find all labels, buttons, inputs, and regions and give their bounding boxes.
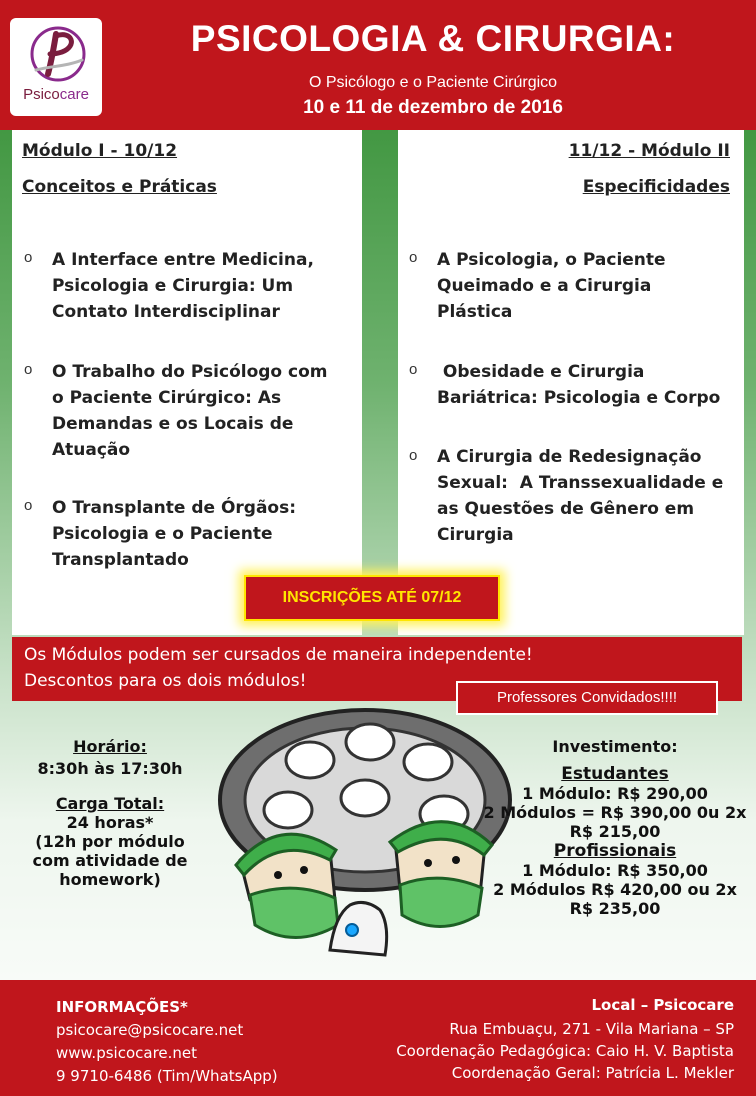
price-line: 1 Módulo: R$ 290,00 <box>522 784 708 803</box>
topic-bullet: o <box>24 249 33 266</box>
topic-bullet: o <box>409 447 418 464</box>
workload-label: Carga Total: <box>55 794 165 813</box>
price-line: R$ 235,00 <box>569 899 661 918</box>
workload-line: homework) <box>59 870 161 889</box>
module-1-topic-1: A Interface entre Medicina, Psicologia e Cirurgia: Um Contato Interdisciplinar <box>52 250 314 322</box>
module-2-topic-1: A Psicologia, o Paciente Queimado e a Cirurgia Plástica <box>437 250 666 322</box>
workload-line: (12h por módulo <box>35 832 185 851</box>
contact-phone: 9 9710-6486 (Tim/WhatsApp) <box>56 1067 278 1085</box>
module-2-subheading: Especificidades <box>582 177 730 197</box>
workload-line: 24 horas* <box>66 813 154 832</box>
topic-bullet: o <box>409 249 418 266</box>
logo-p-icon <box>28 24 88 84</box>
general-coordination: Coordenação Geral: Patrícia L. Mekler <box>451 1064 734 1082</box>
topic-bullet: o <box>24 497 33 514</box>
venue-label: Local – Psicocare <box>591 996 734 1014</box>
price-line: 2 Módulos R$ 420,00 ou 2x <box>493 880 737 899</box>
topic-bullet: o <box>24 361 33 378</box>
workload-line: com atividade de <box>32 851 188 870</box>
schedule-value: 8:30h às 17:30h <box>37 759 183 778</box>
notice-line-2: Descontos para os dois módulos! <box>24 671 307 691</box>
investment-label: Investimento: <box>552 737 678 756</box>
schedule-label: Horário: <box>73 737 147 756</box>
price-line: R$ 215,00 <box>569 822 661 841</box>
module-1-topic-2: O Trabalho do Psicólogo com o Paciente Cirúrgico: As Demandas e os Locais de Atuação <box>52 362 328 460</box>
website-link[interactable]: www.psicocare.net <box>56 1044 198 1062</box>
investment-block <box>470 737 756 918</box>
registration-deadline-badge: INSCRIÇÕES ATÉ 07/12 <box>244 575 500 621</box>
event-dates: 10 e 11 de dezembro de 2016 <box>303 97 563 118</box>
module-1-subheading: Conceitos e Práticas <box>22 177 217 197</box>
topic-bullet: o <box>409 361 418 378</box>
notice-line-1: Os Módulos podem ser cursados de maneira independente! <box>24 645 533 665</box>
page-title: PSICOLOGIA & CIRURGIA: <box>190 18 676 59</box>
module-1-topic-3: O Transplante de Órgãos: Psicologia e o Paciente Transplantado <box>52 498 297 570</box>
professionals-label: Profissionais <box>553 841 677 861</box>
module-2-topic-3: A Cirurgia de Redesignação Sexual: A Transsexualidade e as Questões de Gênero em Cirurgia <box>437 447 724 545</box>
info-label: INFORMAÇÕES* <box>56 998 188 1016</box>
price-line: 2 Módulos = R$ 390,00 0u 2x <box>483 803 747 822</box>
venue-address: Rua Embuaçu, 271 - Vila Mariana – SP <box>449 1020 734 1038</box>
guest-professors-badge: Professores Convidados!!!! <box>456 681 718 715</box>
schedule-block <box>20 737 200 889</box>
students-label: Estudantes <box>561 764 669 784</box>
surgeon-left-icon <box>236 834 338 937</box>
page-subtitle: O Psicólogo e o Paciente Cirúrgico <box>308 74 558 91</box>
module-2-topic-2: Obesidade e Cirurgia Bariátrica: Psicologia e Corpo <box>437 362 721 408</box>
price-line: 1 Módulo: R$ 350,00 <box>522 861 708 880</box>
module-1-heading: Módulo I - 10/12 <box>22 141 178 161</box>
contact-email-link[interactable]: psicocare@psicocare.net <box>56 1021 244 1039</box>
logo-wordmark: Psicocare <box>23 86 89 103</box>
gloved-hand-icon <box>330 902 387 955</box>
module-2-heading: 11/12 - Módulo II <box>568 141 730 161</box>
psicocare-logo <box>10 18 102 116</box>
pedagogical-coordination: Coordenação Pedagógica: Caio H. V. Baptista <box>396 1042 734 1060</box>
